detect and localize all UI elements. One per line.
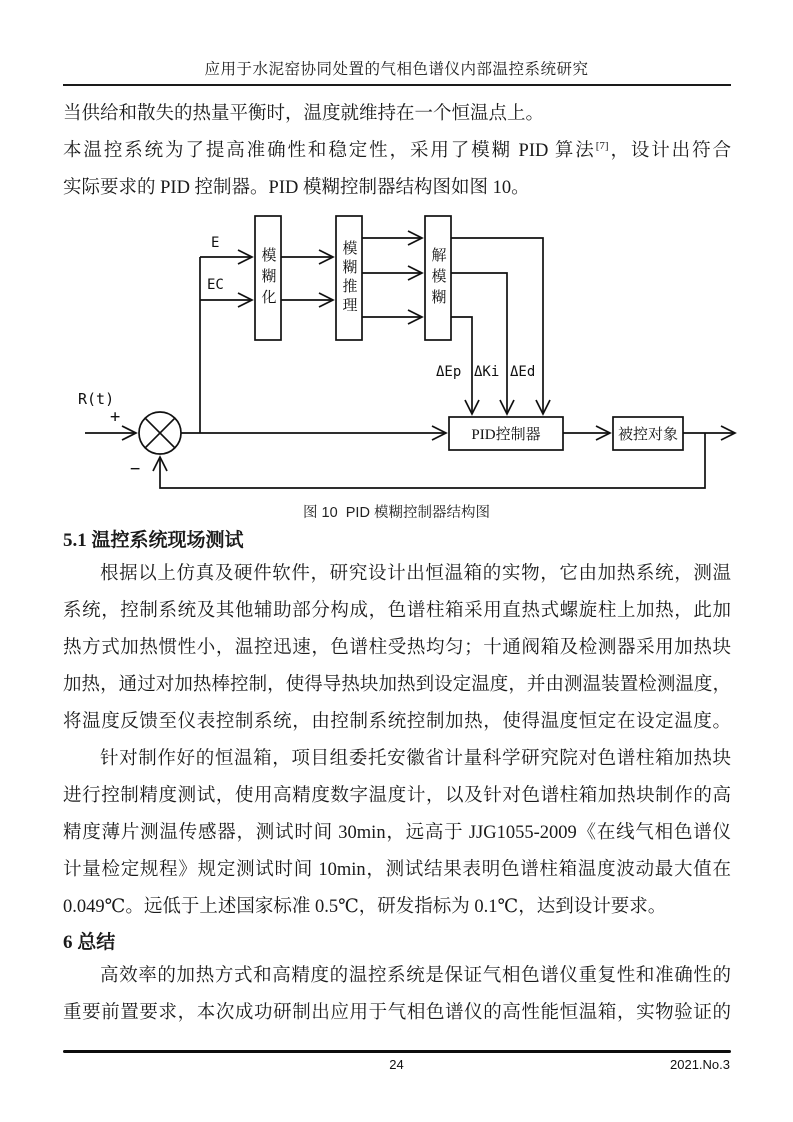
body-line: 系统，控制系统及其他辅助部分构成，色谱柱箱采用直热式螺旋柱上加热，此加: [63, 601, 731, 621]
section-5-1-paragraph-2: [63, 741, 731, 926]
body-line: 根据以上仿真及硬件软件，研究设计出恒温箱的实物，它由加热系统，测温: [100, 564, 731, 584]
body-line: 实际要求的 PID 控制器。PID 模糊控制器结构图如图 10。: [63, 178, 530, 198]
fuzzify-box-label: 模糊化: [259, 246, 276, 310]
body-line: 0.049℃。远低于上述国家标准 0.5℃，研发指标为 0.1℃，达到设计要求。: [63, 897, 667, 917]
pid-controller-box-label: PID控制器: [471, 427, 541, 443]
error-input-label: E: [211, 235, 220, 251]
body-line: 计量检定规程》规定测试时间 10min，测试结果表明色谱柱箱温度波动最大值在: [63, 860, 731, 880]
body-line: 精度薄片测温传感器，测试时间 30min，远高于 JJG1055-2009《在线气相色谱仪: [63, 823, 731, 843]
minus-sign: −: [130, 459, 141, 479]
plus-sign: +: [110, 407, 121, 427]
citation-ref: [7]: [595, 139, 609, 152]
body-line: 加热，通过对加热棒控制，使得导热块加热到设定温度，并由测温装置检测温度，: [63, 675, 731, 695]
section-heading-6: 6 总结: [63, 932, 116, 953]
body-line: 针对制作好的恒温箱，项目组委托安徽省计量科学研究院对色谱柱箱加热块: [100, 749, 731, 769]
controlled-object-box-label: 被控对象: [617, 427, 678, 443]
body-line: 重要前置要求，本次成功研制出应用于气相色谱仪的高性能恒温箱，实物验证的: [63, 1003, 731, 1023]
delta-kd-label: ΔEd: [510, 364, 536, 380]
issue-number: 2021.No.3: [670, 1057, 730, 1072]
section-heading-5-1: 5.1 温控系统现场测试: [63, 530, 244, 551]
page-number: 24: [389, 1057, 404, 1072]
body-line: 进行控制精度测试，使用高精度数字温度计，以及针对色谱柱箱加热块制作的高: [63, 786, 731, 806]
body-line: 热方式加热惯性小，温控迅速，色谱柱受热均匀；十通阀箱及检测器采用加热块: [63, 638, 731, 658]
defuzzify-box-label: 解模糊: [429, 246, 446, 310]
body-line: 将温度反馈至仪表控制系统，由控制系统控制加热，使得温度恒定在设定温度。: [63, 712, 731, 732]
body-line: 高效率的加热方式和高精度的温控系统是保证气相色谱仪重复性和准确性的: [100, 966, 731, 986]
error-change-input-label: EC: [207, 277, 224, 293]
delta-ki-label: ΔKi: [474, 364, 500, 380]
body-text: 本温控系统为了提高准确性和稳定性，采用了模糊 PID 算法: [63, 141, 596, 161]
body-line: [63, 133, 731, 170]
running-header-title: 应用于水泥窑协同处置的气相色谱仪内部温控系统研究: [204, 61, 589, 78]
intro-paragraphs: [63, 96, 731, 207]
footer-rule: [63, 1050, 731, 1053]
body-text: ，设计出符合: [608, 141, 731, 161]
section-6-paragraph-1: [63, 958, 731, 1032]
setpoint-label: R(t): [78, 390, 115, 408]
section-5-1-paragraph-1: [63, 556, 731, 741]
summing-junction: [139, 412, 181, 454]
body-line: 当供给和散失的热量平衡时，温度就维持在一个恒温点上。: [63, 104, 545, 124]
figure-caption: 图 10 PID 模糊控制器结构图: [303, 505, 490, 521]
inference-box-label: 模糊推理: [340, 240, 357, 316]
delta-kp-label: ΔEp: [436, 364, 462, 380]
header-rule: [63, 84, 731, 86]
